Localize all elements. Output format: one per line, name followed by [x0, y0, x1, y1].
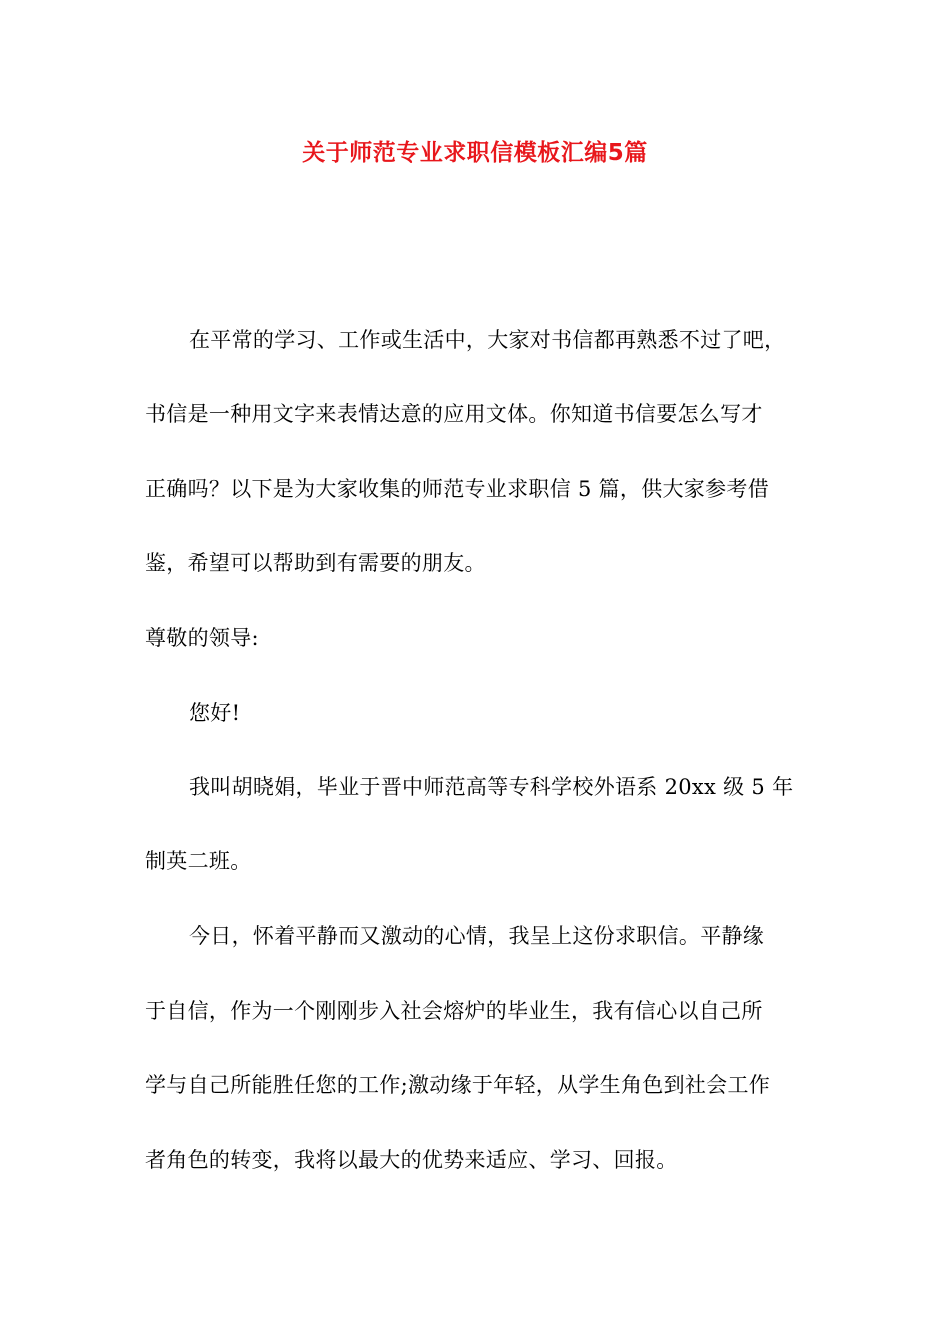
paragraph-line: 在平常的学习、工作或生活中，大家对书信都再熟悉不过了吧，	[189, 328, 786, 352]
paragraph-line: 于自信，作为一个刚刚步入社会熔炉的毕业生，我有信心以自己所	[145, 999, 763, 1023]
paragraph-line: 鉴，希望可以帮助到有需要的朋友。	[145, 551, 486, 575]
paragraph-line: 正确吗？以下是为大家收集的师范专业求职信 5 篇，供大家参考借	[145, 477, 770, 501]
paragraph-line: 者角色的转变，我将以最大的优势来适应、学习、回报。	[145, 1148, 678, 1172]
paragraph-line: 书信是一种用文字来表情达意的应用文体。你知道书信要怎么写才	[145, 402, 763, 426]
paragraph-line: 制英二班。	[145, 849, 252, 873]
paragraph-line: 今日，怀着平静而又激动的心情，我呈上这份求职信。平静缘	[189, 924, 765, 948]
salutation: 尊敬的领导:	[145, 626, 259, 650]
paragraph-line: 我叫胡晓娟，毕业于晋中师范高等专科学校外语系 20xx 级 5 年	[189, 775, 794, 799]
document-title: 关于师范专业求职信模板汇编5篇	[302, 140, 648, 166]
paragraph-line: 学与自己所能胜任您的工作;激动缘于年轻，从学生角色到社会工作	[145, 1073, 771, 1097]
greeting: 您好!	[189, 701, 241, 725]
